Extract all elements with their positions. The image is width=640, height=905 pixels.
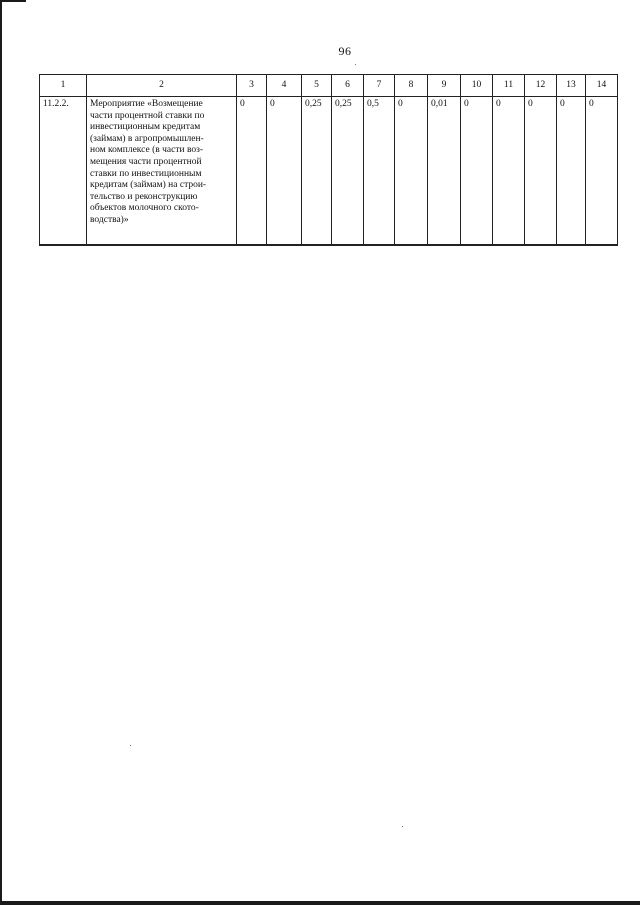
scan-speck — [402, 826, 403, 827]
column-header: 9 — [428, 75, 461, 97]
column-header: 2 — [87, 75, 237, 97]
value-cell: 0 — [586, 97, 618, 246]
column-header: 6 — [332, 75, 364, 97]
column-header: 7 — [364, 75, 395, 97]
scan-border-top — [0, 0, 26, 2]
header-row — [40, 75, 618, 97]
column-header: 14 — [586, 75, 618, 97]
value-cell: 0 — [395, 97, 428, 246]
data-table — [39, 74, 618, 246]
column-header: 8 — [395, 75, 428, 97]
column-header: 13 — [557, 75, 586, 97]
column-header: 11 — [493, 75, 525, 97]
value-cell: 0 — [267, 97, 302, 246]
value-cell: 0,25 — [332, 97, 364, 246]
value-cell: 0,01 — [428, 97, 461, 246]
row-description-cell: Мероприятие «Возмещение части процентной ставки по инвестиционным кредитам (займам) в агропромышлен- ном комплексе (в части воз- мещения части процентной ставки по инвестиционным кредитам (займам) на строи- тельство и реконструкцию объектов молочного ското- водства)» — [87, 97, 237, 246]
value-cell: 0 — [237, 97, 267, 246]
value-cell: 0,5 — [364, 97, 395, 246]
value-cell: 0,25 — [302, 97, 332, 246]
value-cell: 0 — [493, 97, 525, 246]
value-cell: 0 — [525, 97, 557, 246]
column-header: 1 — [40, 75, 87, 97]
value-cell: 0 — [461, 97, 493, 246]
row-code-cell: 11.2.2. — [40, 97, 87, 246]
column-header: 5 — [302, 75, 332, 97]
scan-speck — [355, 64, 356, 65]
page-number: 96 — [338, 44, 352, 58]
table-row — [40, 97, 618, 246]
column-header: 4 — [267, 75, 302, 97]
scan-border-bottom — [0, 901, 640, 905]
column-header: 12 — [525, 75, 557, 97]
column-header: 3 — [237, 75, 267, 97]
scan-speck — [130, 745, 131, 746]
value-cell: 0 — [557, 97, 586, 246]
column-header: 10 — [461, 75, 493, 97]
scan-border-left — [0, 0, 2, 905]
